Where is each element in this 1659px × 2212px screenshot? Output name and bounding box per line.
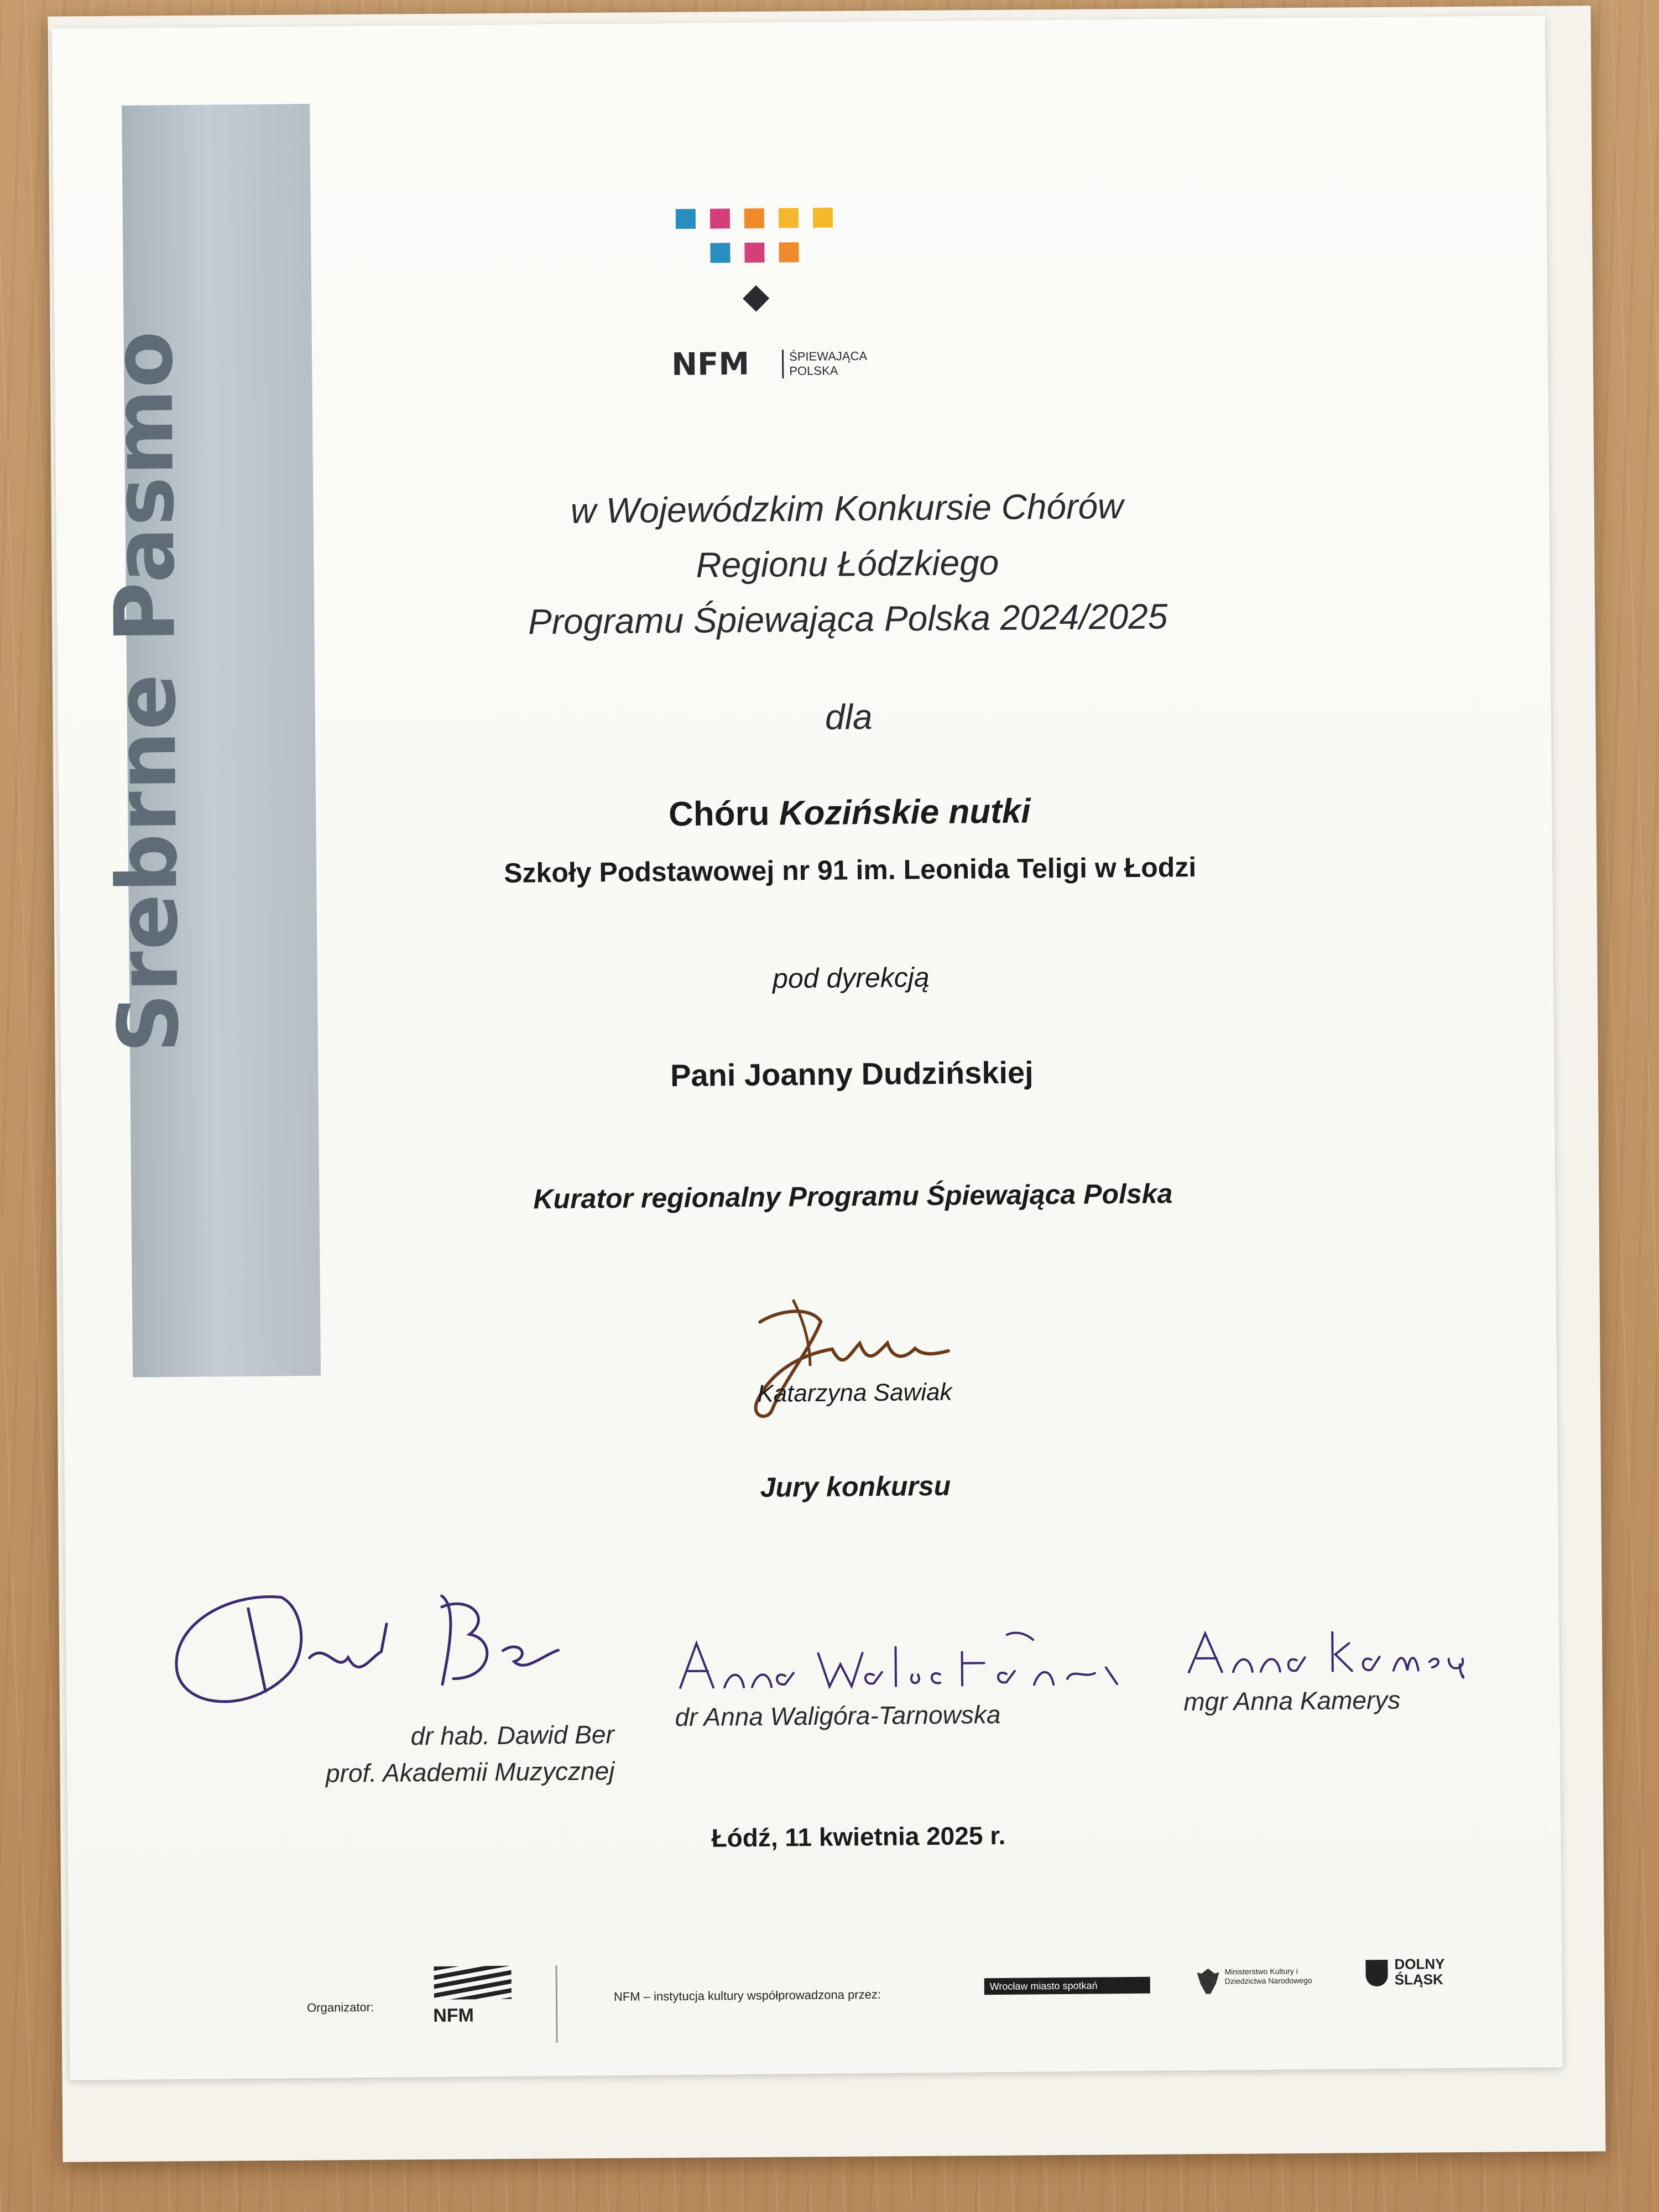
school-name: Szkoły Podstawowej nr 91 im. Leonida Teligi w Łodzi xyxy=(503,851,1197,889)
award-level-label: Srebrne Pasmo xyxy=(95,329,198,1053)
logo-subtitle-line1: ŚPIEWAJĄCA xyxy=(789,349,868,364)
issue-date: Łódź, 11 kwietnia 2025 r. xyxy=(711,1820,1006,1853)
jury-member-3-name: mgr Anna Kamerys xyxy=(1183,1685,1401,1717)
logo-square xyxy=(779,242,799,262)
wroclaw-logo xyxy=(984,1977,1150,1995)
nfm-caption: NFM – instytucja kultury współprowadzona przez: xyxy=(613,1987,881,2004)
region-text-line1: DOLNY xyxy=(1394,1955,1445,1973)
jury-member-1 xyxy=(183,1716,615,1793)
ministry-logo xyxy=(1197,1964,1342,1999)
jury-member-2 xyxy=(675,1695,1095,1736)
logo-square xyxy=(710,243,730,263)
logo-square xyxy=(813,208,833,228)
choir-name xyxy=(368,789,1331,837)
logo-nfm-text: NFM xyxy=(671,346,750,383)
intro-line-2: Regionu Łódzkiego xyxy=(696,542,999,585)
jury-member-3 xyxy=(1183,1681,1449,1720)
logo-square xyxy=(710,208,730,228)
direction-label: pod dyrekcją xyxy=(772,962,930,994)
jury-member-1-name: dr hab. Dawid Ber xyxy=(410,1720,615,1751)
eagle-icon xyxy=(1197,1969,1219,1994)
for-label: dla xyxy=(825,696,873,737)
competition-intro xyxy=(366,477,1329,651)
jury-member-1-title: prof. Akademii Muzycznej xyxy=(325,1756,615,1788)
choir-prefix: Chóru xyxy=(668,794,770,834)
organizer-label: Organizator: xyxy=(307,2000,374,2015)
curator-title: Kurator regionalny Programu Śpiewająca Polska xyxy=(533,1178,1173,1215)
region-text xyxy=(1394,1956,1444,1987)
choir-title: Kozińskie nutki xyxy=(779,792,1031,833)
region-shield-icon xyxy=(1365,1960,1387,1986)
logo-square xyxy=(676,209,696,229)
intro-line-1: w Wojewódzkim Konkursie Chórów xyxy=(570,486,1124,531)
logo-square xyxy=(779,208,799,228)
region-text-line2: ŚLĄSK xyxy=(1394,1971,1443,1988)
jury-signature-2 xyxy=(674,1623,1128,1699)
footer-divider xyxy=(555,1965,557,2043)
intro-line-3: Programu Śpiewająca Polska 2024/2025 xyxy=(528,596,1168,642)
logo-subtitle-line2: POLSKA xyxy=(789,363,838,378)
nfm-footer-logo xyxy=(428,1966,517,2033)
nfm-footer-stripes xyxy=(434,1966,512,2000)
wroclaw-logo-text: Wrocław miasto spotkań xyxy=(989,1980,1098,1992)
logo-square xyxy=(744,243,764,263)
jury-signature-3 xyxy=(1183,1620,1471,1678)
director-name: Pani Joanny Dudzińskiej xyxy=(670,1055,1034,1093)
jury-member-2-name: dr Anna Waligóra-Tarnowska xyxy=(675,1699,1001,1732)
logo-square xyxy=(744,208,764,228)
logo-subtitle xyxy=(782,349,867,378)
diploma-sheet xyxy=(52,15,1563,2080)
logo-diamond xyxy=(743,285,769,312)
jury-title: Jury konkursu xyxy=(760,1470,951,1503)
ministry-text: Ministerstwo Kultury i Dziedzictwa Narodowego xyxy=(1224,1966,1312,1986)
nfm-footer-text: NFM xyxy=(433,2005,474,2026)
region-logo xyxy=(1365,1955,1477,1995)
curator-name: Katarzyna Sawiak xyxy=(757,1378,952,1407)
